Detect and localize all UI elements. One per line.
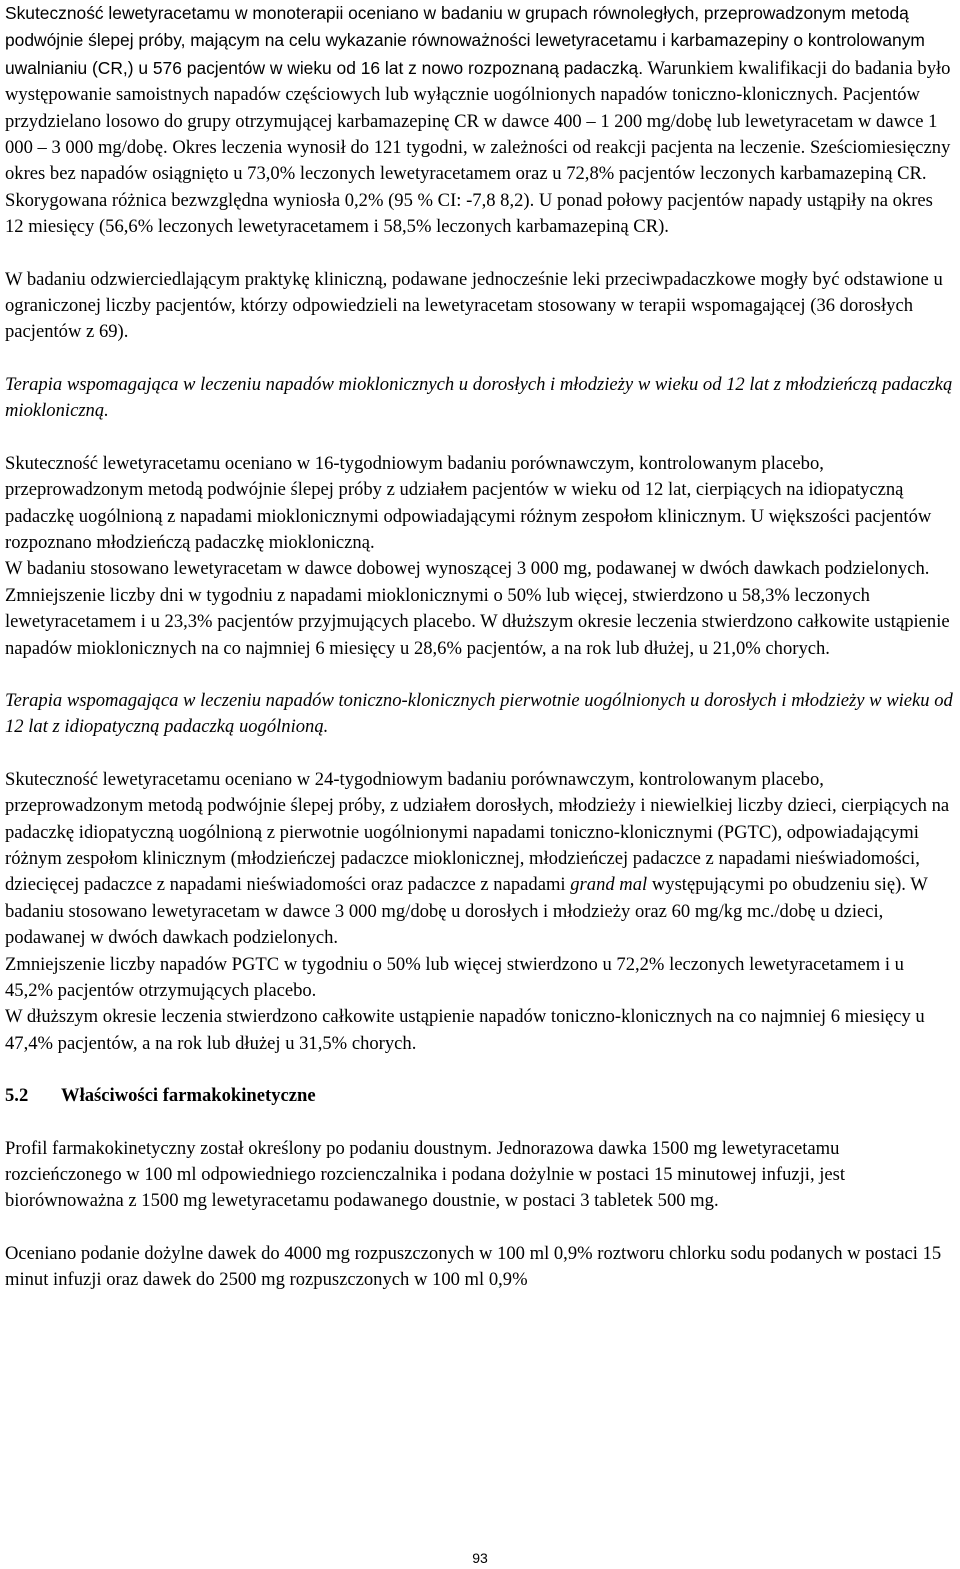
paragraph-myoclonic-study: Skuteczność lewetyracetamu oceniano w 16-tygodniowym badaniu porównawczym, kontrolowanym placebo, przeprowadzonym metodą podwójnie ślepej próby z udziałem pacjentów w wieku od 12 lat, cierpiących na idiopatyczną padaczkę uogólnioną z napadami mioklonicznymi odpowiadającymi różnym zespołom klinicznym. U większości pacjentów rozpoznano młodzieńczą padaczkę miokloniczną. — [5, 452, 932, 553]
subheading-myoclonic: Terapia wspomagająca w leczeniu napadów mioklonicznych u dorosłych i młodzieży w wieku od 12 lat z młodzieńczą padaczką miokloniczną. — [5, 373, 953, 422]
subheading-pgtc: Terapia wspomagająca w leczeniu napadów toniczno-klonicznych pierwotnie uogólnionych u dorosłych i młodzieży w wieku od 12 lat z idiopatyczną padaczką uogólnioną. — [5, 689, 953, 738]
paragraph-pgtc-study — [5, 767, 953, 952]
paragraph-pgtc-study-a: Skuteczność lewetyracetamu oceniano w 24-tygodniowym badaniu porównawczym, kontrolowanym placebo, przeprowadzonym metodą podwójnie ślepej próby, z udziałem dorosłych, młodzieży i niewielkiej liczby dzieci, cierpiących na padaczkę idiopatyczną uogólnioną z pierwotnie uogólnionymi napadami toniczno-klonicznymi (PGTC), odpowiadającymi różnym zespołom klinicznym (młodzieńczej padaczce mioklonicznej, młodzieńczej padaczce z napadami nieświadomości, dziecięcej padaczce z napadami nieświadomości oraz padaczce z napadami — [5, 768, 950, 896]
paragraph-pgtc-reduction: Zmniejszenie liczby napadów PGTC w tygodniu o 50% lub więcej stwierdzono u 72,2% leczonych lewetyracetamem i u 45,2% pacjentów otrzymujących placebo. — [5, 953, 904, 1001]
paragraph-monotherapy — [5, 0, 953, 241]
paragraph-myoclonic-results: Zmniejszenie liczby dni w tygodniu z napadami mioklonicznymi o 50% lub więcej, stwierdzono u 58,3% leczonych lewetyracetamem i u 23,3% pacjentów przyjmujących placebo. W dłuższym okresie leczenia stwierdzono całkowite ustąpienie napadów mioklonicznych na co najmniej 6 miesięcy u 28,6% pacjentów, a na rok lub dłużej, u 21,0% chorych. — [5, 584, 950, 659]
paragraph-pgtc-study-b: występującymi po obudzeniu się). W badaniu stosowano lewetyracetam w dawce 3 000 mg/dobę u dorosłych i młodzieży oraz 60 mg/kg mc./dobę u dzieci, podawanej w dwóch dawkach podzielonych. — [5, 874, 928, 949]
paragraph-monotherapy-intro: Skuteczność lewetyracetamu w monoterapii oceniano w badaniu w grupach równoległych, przeprowadzonym metodą podwójnie ślepej próby, mającym na celu wykazanie równoważności lewetyracetamu i karbamazepiny o kontrolowanym uwalnianiu (CR,) u 576 pacjentów w wieku od 16 lat z nowo rozpoznaną padaczką. — [5, 3, 925, 78]
section-title: Właściwości farmakokinetyczne — [61, 1085, 316, 1107]
paragraph-pgtc-study-italic: grand mal — [570, 874, 648, 896]
paragraph-clinical-practice: W badaniu odzwierciedlającym praktykę kliniczną, podawane jednocześnie leki przeciwpadaczkowe mogły być odstawione u ograniczonej liczby pacjentów, którzy odpowiedzieli na lewetyracetam stosowany w terapii wspomagającej (36 dorosłych pacjentów z 69). — [5, 268, 943, 343]
paragraph-iv-administration: Oceniano podanie dożylne dawek do 4000 mg rozpuszczonych w 100 ml 0,9% roztworu chlorku sodu podanych w postaci 15 minut infuzji oraz dawek do 2500 mg rozpuszczonych w 100 ml 0,9% — [5, 1242, 942, 1291]
paragraph-myoclonic-dose: W badaniu stosowano lewetyracetam w dawce dobowej wynoszącej 3 000 mg, podawanej w dwóch dawkach podzielonych. — [5, 558, 930, 580]
document-page — [5, 0, 953, 1294]
section-heading — [5, 1083, 953, 1109]
paragraph-pgtc-long-term: W dłuższym okresie leczenia stwierdzono całkowite ustąpienie napadów toniczno-klonicznych na co najmniej 6 miesięcy u 47,4% pacjentów, a na rok lub dłużej u 31,5% chorych. — [5, 1006, 925, 1054]
section-number: 5.2 — [5, 1085, 29, 1107]
page-number: 93 — [472, 1550, 488, 1566]
paragraph-pharmacokinetics: Profil farmakokinetyczny został określony po podaniu doustnym. Jednorazowa dawka 1500 mg lewetyracetamu rozcieńczonego w 100 ml odpowiedniego rozcienczalnika i podana dożylnie w postaci 15 minutowej infuzji, jest biorównoważna z 1500 mg lewetyracetamu podawanego doustnie, w postaci 3 tabletek 500 mg. — [5, 1137, 846, 1212]
paragraph-monotherapy-body: Warunkiem kwalifikacji do badania było występowanie samoistnych napadów częściowych lub wyłącznie uogólnionych napadów toniczno-klonicznych. Pacjentów przydzielano losowo do grupy otrzymującej karbamazepinę CR w dawce 400 – 1 200 mg/dobę lub lewetyracetam w dawce 1 000 – 3 000 mg/dobę. Okres leczenia wynosił do 121 tygodni, w zależności od reakcji pacjenta na leczenie. Sześciomiesięczny okres bez napadów osiągnięto u 73,0% leczonych lewetyracetamem oraz u 72,8% pacjentów leczonych karbamazepiną CR. Skorygowana różnica bezwzględna wyniosła 0,2% (95 % CI: -7,8 8,2). U ponad połowy pacjentów napady ustąpiły na okres 12 miesięcy (56,6% leczonych lewetyracetamem i 58,5% leczonych karbamazepiną CR). — [5, 57, 951, 238]
